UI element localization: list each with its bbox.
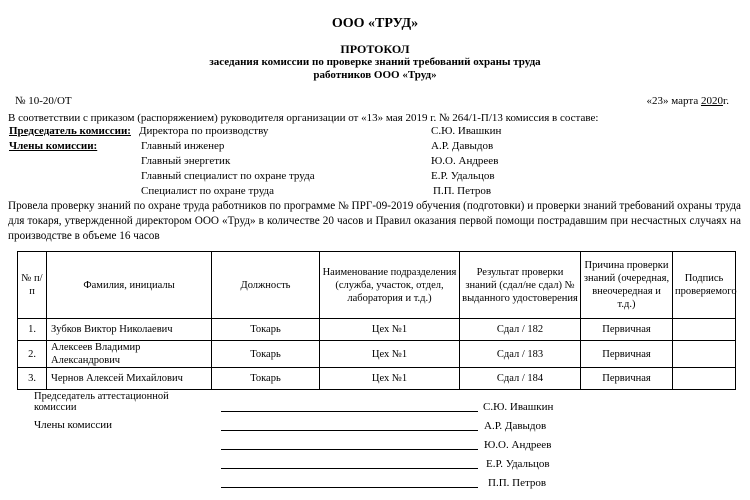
member-position: Главный специалист по охране труда — [141, 170, 315, 182]
members-label: Члены комиссии: — [9, 140, 98, 152]
member-name: П.П. Петров — [433, 185, 492, 197]
member-name: Ю.О. Андреев — [431, 155, 499, 167]
document-subtitle-line-1: заседания комиссии по проверке знаний требований охраны труда — [209, 56, 541, 68]
chair-position: Директора по производству — [139, 125, 269, 137]
member-position: Главный энергетик — [141, 155, 231, 167]
table-row — [18, 341, 736, 368]
document-title: ПРОТОКОЛ — [340, 42, 410, 56]
member-name: Е.Р. Удальцов — [431, 170, 495, 182]
header-signature: Подпись проверяемого — [673, 252, 736, 319]
cell-unit: Цех №1 — [320, 341, 460, 368]
signature-member-name: П.П. Петров — [488, 477, 547, 489]
signature-member-name: Е.Р. Удальцов — [486, 458, 550, 470]
cell-signature — [673, 341, 736, 368]
protocol-date: «23» марта 2020г. — [646, 95, 729, 107]
check-description-paragraph: Провела проверку знаний по охране труда работников по программе № ПРГ-09-2019 обучения (подготовки) и проверки знаний требований охраны труда для токаря, утвержденной директором ООО «Труд» в количестве 20 часов и Правил оказания первой помощи пострадавшим при несчастных случаях на производстве в объеме 16 часов — [8, 200, 741, 242]
chair-name: С.Ю. Ивашкин — [431, 125, 502, 137]
signature-line-member — [221, 487, 478, 488]
table-row — [18, 319, 736, 341]
cell-name: Чернов Алексей Михайлович — [47, 368, 212, 390]
header-unit: Наименование подразделения (служба, участок, отдел, лаборатория и т.д.) — [320, 252, 460, 319]
header-reason: Причина проверки знаний (очередная, внеочередная и т.д.) — [581, 252, 673, 319]
table-row — [18, 368, 736, 390]
header-number: № п/п — [18, 252, 47, 319]
chair-label: Председатель комиссии: — [9, 125, 131, 137]
cell-position: Токарь — [212, 341, 320, 368]
signature-member-name: Ю.О. Андреев — [484, 439, 552, 451]
member-name: А.Р. Давыдов — [431, 140, 494, 152]
member-position: Специалист по охране труда — [141, 185, 275, 197]
signature-chair-name: С.Ю. Ивашкин — [483, 401, 554, 413]
signature-members-label: Члены комиссии — [34, 419, 113, 431]
signature-member-name: А.Р. Давыдов — [484, 420, 547, 432]
cell-name: Алексеев Владимир Александрович — [47, 341, 212, 368]
cell-signature — [673, 319, 736, 341]
intro-line: В соответствии с приказом (распоряжением) руководителя организации от «13» мая 2019 г. № 264/1-П/13 комиссия в составе: — [8, 112, 599, 124]
cell-position: Токарь — [212, 368, 320, 390]
organization-name: ООО «ТРУД» — [331, 16, 419, 31]
signature-line-member — [221, 430, 478, 431]
member-position: Главный инженер — [141, 140, 225, 152]
signature-line-member — [221, 468, 478, 469]
cell-signature — [673, 368, 736, 390]
cell-position: Токарь — [212, 319, 320, 341]
cell-number: 3. — [18, 368, 47, 390]
cell-reason: Первичная — [581, 319, 673, 341]
cell-reason: Первичная — [581, 368, 673, 390]
protocol-number: № 10-20/ОТ — [15, 95, 72, 107]
results-table — [17, 251, 736, 390]
cell-result: Сдал / 182 — [460, 319, 581, 341]
cell-reason: Первичная — [581, 341, 673, 368]
cell-unit: Цех №1 — [320, 368, 460, 390]
header-position: Должность — [212, 252, 320, 319]
cell-unit: Цех №1 — [320, 319, 460, 341]
cell-name: Зубков Виктор Николаевич — [47, 319, 212, 341]
signature-chair-label: Председатель аттестационной комиссии — [34, 391, 169, 413]
cell-number: 1. — [18, 319, 47, 341]
header-result: Результат проверки знаний (сдал/не сдал) № выданного удостоверения — [460, 252, 581, 319]
header-name: Фамилия, инициалы — [47, 252, 212, 319]
cell-result: Сдал / 183 — [460, 341, 581, 368]
document-subtitle-line-2: работников ООО «Труд» — [313, 69, 437, 81]
signature-line-member — [221, 449, 478, 450]
cell-result: Сдал / 184 — [460, 368, 581, 390]
table-header-row — [18, 252, 736, 319]
cell-number: 2. — [18, 341, 47, 368]
signature-line-chair — [221, 411, 478, 412]
